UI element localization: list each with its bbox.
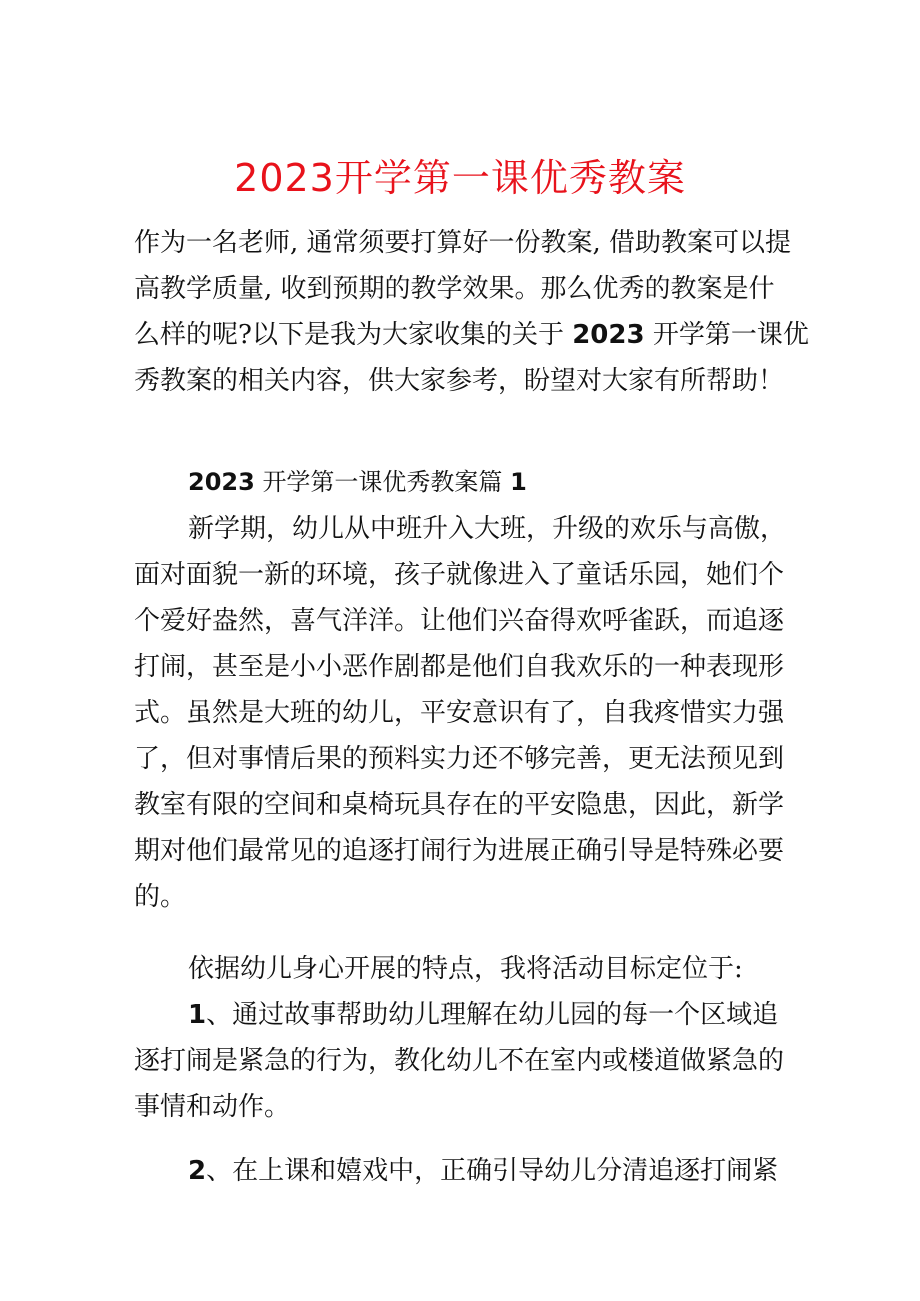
goal-item-1-text: 、通过故事帮助幼儿理解在幼儿园的每一个区域追 [206,1000,779,1030]
paragraph-1-line-6: 了，但对事情后果的预料实力还不够完善，更无法预见到 [134,744,785,774]
intro-year: 2023 [572,320,645,350]
intro-line-4: 秀教案的相关内容，供大家参考，盼望对大家有所帮助！ [134,366,785,396]
goal-item-2-number: 2 [188,1156,207,1186]
section-heading-text: 开学第一课优秀教案篇 [262,468,503,496]
goal-item-1-line-2: 逐打闹是紧急的行为，教化幼儿不在室内或楼道做紧急的 [134,1046,785,1076]
goal-item-2 [134,1148,794,1194]
paragraph-2 [134,946,794,992]
paragraph-1-line-3: 个爱好盎然，喜气洋洋。让他们兴奋得欢呼雀跃，而追逐 [134,606,785,636]
goal-item-1-number: 1 [188,1000,207,1030]
paragraph-1-line-8: 期对他们最常见的追逐打闹行为进展正确引导是特殊必要 [134,836,785,866]
section-heading-year: 2023 [188,468,255,496]
intro-paragraph [134,220,809,404]
intro-line-3-tail: 开学第一课优 [652,320,809,350]
section-heading [188,462,527,502]
goal-item-1 [134,992,794,1130]
paragraph-1-line-4: 打闹，甚至是小小恶作剧都是他们自我欢乐的一种表现形 [134,652,785,682]
intro-line-3 [134,312,809,358]
document-title: 2023开学第一课优秀教案 [234,156,686,200]
paragraph-1-line-2: 面对面貌一新的环境，孩子就像进入了童话乐园，她们个 [134,560,785,590]
intro-line-1: 作为一名老师, 通常须要打算好一份教案, 借助教案可以提 [134,228,792,258]
section-heading-index: 1 [510,468,527,496]
goal-item-2-line-1 [134,1148,794,1194]
paragraph-1 [134,506,794,920]
paragraph-2-line-1: 依据幼儿身心开展的特点，我将活动目标定位于: [188,954,743,984]
paragraph-1-line-5: 式。虽然是大班的幼儿，平安意识有了，自我疼惜实力强 [134,698,785,728]
paragraph-1-line-9: 的。 [134,882,187,912]
intro-line-2: 高教学质量, 收到预期的教学效果。那么优秀的教案是什 [134,274,775,304]
paragraph-1-line-7: 教室有限的空间和桌椅玩具存在的平安隐患，因此，新学 [134,790,785,820]
paragraph-1-line-1: 新学期，幼儿从中班升入大班，升级的欢乐与高傲， [188,514,787,544]
goal-item-2-text: 、在上课和嬉戏中，正确引导幼儿分清追逐打闹紧 [206,1156,779,1186]
intro-line-3-text: 么样的呢?以下是我为大家收集的关于 [134,320,564,350]
goal-item-1-line-1 [134,992,794,1038]
goal-item-1-line-3: 事情和动作。 [134,1092,291,1122]
